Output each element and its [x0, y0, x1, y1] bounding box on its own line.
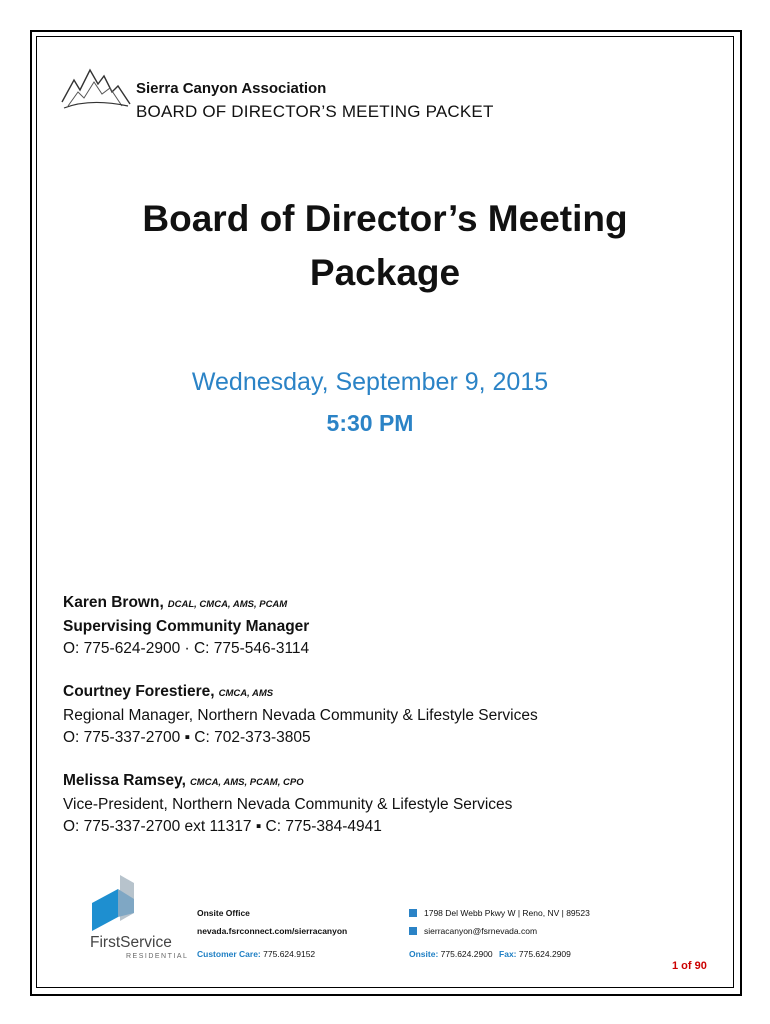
square-bullet-icon: [409, 927, 417, 935]
contact-name: Courtney Forestiere,: [63, 683, 215, 700]
contact-block: [63, 681, 538, 749]
org-name: Sierra Canyon Association: [136, 80, 327, 97]
website-link[interactable]: nevada.fsrconnect.com/sierracanyon: [197, 926, 348, 936]
contact-title: Vice-President, Northern Nevada Community & Lifestyle Services: [63, 796, 513, 813]
contact-name: Karen Brown,: [63, 594, 164, 611]
contact-phone: O: 775-624-2900 · C: 775-546-3114: [63, 640, 310, 657]
fax-label: Fax:: [499, 949, 517, 959]
customer-care-phone: 775.624.9152: [263, 949, 316, 959]
contact-title: Regional Manager, Northern Nevada Community & Lifestyle Services: [63, 707, 538, 724]
onsite-phone: 775.624.2900: [440, 949, 493, 959]
square-bullet-icon: [409, 909, 417, 917]
title-line-1: Board of Director’s Meeting: [142, 198, 628, 239]
firstservice-brand-sub: RESIDENTIAL: [126, 953, 189, 960]
contact-phone: O: 775-337-2700 ▪ C: 702-373-3805: [63, 729, 311, 746]
meeting-date: Wednesday, September 9, 2015: [191, 368, 549, 396]
firstservice-brand: FirstService: [90, 934, 172, 951]
onsite-label: Onsite:: [409, 949, 439, 959]
customer-care: [197, 949, 315, 959]
contact-block: [63, 592, 309, 660]
onsite-fax-line: [409, 949, 571, 959]
contact-credentials: DCAL, CMCA, AMS, PCAM: [167, 599, 288, 610]
contact-phone: O: 775-337-2700 ext 11317 ▪ C: 775-384-4941: [63, 818, 382, 835]
document-title: [0, 192, 770, 300]
mountain-logo-icon: [60, 62, 132, 112]
contact-title: Supervising Community Manager: [63, 618, 310, 635]
onsite-office-label: Onsite Office: [197, 908, 250, 918]
address: 1798 Del Webb Pkwy W | Reno, NV | 89523: [424, 908, 590, 918]
page-number: 1 of 90: [672, 960, 707, 972]
contact-name: Melissa Ramsey,: [63, 772, 186, 789]
contact-credentials: CMCA, AMS, PCAM, CPO: [189, 777, 304, 788]
customer-care-label: Customer Care:: [197, 949, 261, 959]
email-line: [409, 926, 537, 936]
address-line: [409, 908, 590, 918]
fax-phone: 775.624.2909: [518, 949, 571, 959]
email-link[interactable]: sierracanyon@fsrnevada.com: [424, 926, 538, 936]
page-border-inner: [36, 36, 734, 988]
packet-title: BOARD OF DIRECTOR’S MEETING PACKET: [136, 102, 494, 121]
contact-credentials: CMCA, AMS: [218, 688, 274, 699]
meeting-time: 5:30 PM: [326, 410, 414, 436]
contact-block: [63, 770, 512, 838]
firstservice-logo-icon: [88, 873, 138, 933]
title-line-2: Package: [309, 252, 461, 293]
